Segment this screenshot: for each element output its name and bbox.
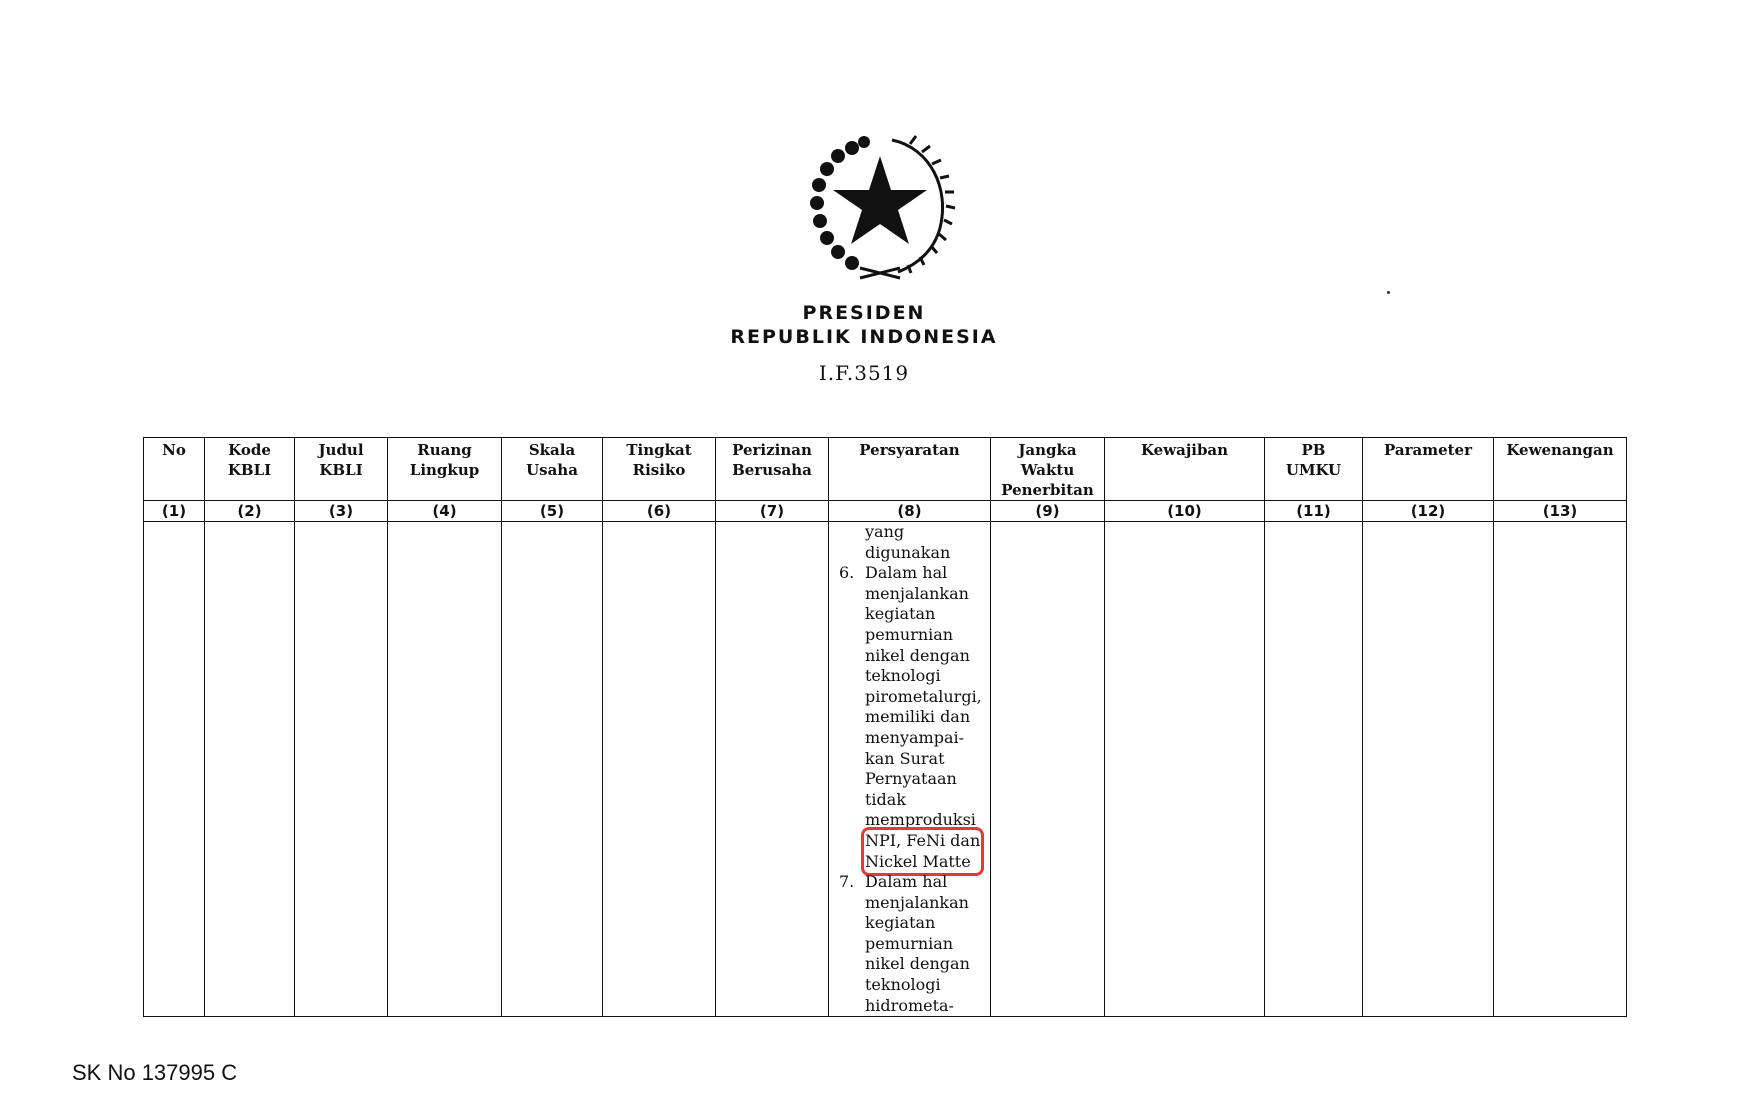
col-header-kewajiban: Kewajiban [1105,438,1265,501]
cell-kewenangan [1494,522,1627,1017]
col-header-no: No [144,438,205,501]
col-num-11: (11) [1265,501,1363,522]
regulation-table [143,437,1627,1017]
col-header-kode-kbli-label: Kode KBLI [227,441,272,479]
persyaratan-item-6 [839,563,986,872]
cell-perizinan-berusaha [716,522,829,1017]
col-header-kewenangan: Kewenangan [1494,438,1627,501]
item-6-highlight: NPI, FeNi dan Nickel Matte [865,830,981,871]
cell-parameter [1363,522,1494,1017]
presidential-emblem-icon [800,128,960,288]
col-header-kode-kbli [205,438,295,501]
persyaratan-continuation: yang digunakan [865,522,951,562]
col-header-tingkat-risiko-label: Tingkat Risiko [626,441,692,479]
cell-pb-umku [1265,522,1363,1017]
cell-no [144,522,205,1017]
column-number-row [144,501,1627,522]
col-num-10: (10) [1105,501,1265,522]
col-header-skala-usaha-label: Skala Usaha [526,441,578,479]
col-num-7: (7) [716,501,829,522]
col-num-8: (8) [829,501,991,522]
cell-ruang-lingkup [388,522,502,1017]
col-header-pb-umku [1265,438,1363,501]
header-title-line1: PRESIDEN [802,302,926,324]
col-header-skala-usaha [502,438,603,501]
cell-jangka-waktu [991,522,1105,1017]
persyaratan-item-7 [839,872,986,1016]
body-row [144,522,1627,1017]
col-num-13: (13) [1494,501,1627,522]
footer-code: SK No 137995 C [72,1060,238,1085]
cell-kewajiban [1105,522,1265,1017]
speck [1387,291,1390,294]
col-num-5: (5) [502,501,603,522]
col-num-2: (2) [205,501,295,522]
document-number: I.F.3519 [818,361,910,385]
col-num-4: (4) [388,501,502,522]
cell-kode-kbli [205,522,295,1017]
cell-persyaratan [829,522,991,1017]
col-header-judul-kbli-label: Judul KBLI [318,441,364,479]
item-6-marker: 6. [839,563,855,583]
col-num-9: (9) [991,501,1105,522]
col-header-tingkat-risiko [603,438,716,501]
col-header-pb-umku-label: PB UMKU [1285,441,1342,479]
item-7-text: Dalam hal menjalankan kegiatan pemurnian nikel dengan teknologi hidrometa- [865,872,970,1015]
col-header-perizinan-berusaha: Perizinan Berusaha [716,438,829,501]
col-header-jangka-waktu: Jangka Waktu Penerbitan [991,438,1105,501]
item-7-marker: 7. [839,872,855,892]
star-icon [833,156,927,244]
col-num-6: (6) [603,501,716,522]
col-header-persyaratan: Persyaratan [829,438,991,501]
col-num-3: (3) [295,501,388,522]
header-title-line2: REPUBLIK INDONESIA [730,326,998,348]
col-header-parameter: Parameter [1363,438,1494,501]
cell-skala-usaha [502,522,603,1017]
cell-judul-kbli [295,522,388,1017]
cell-tingkat-risiko [603,522,716,1017]
item-6-body [865,563,986,872]
header-row [144,438,1627,501]
col-header-ruang-lingkup: Ruang Lingkup [388,438,502,501]
col-num-1: (1) [144,501,205,522]
item-6-text: Dalam hal menjalankan kegiatan pemurnian nikel dengan teknologi pirometalurgi, memiliki dan menyampai- kan Surat Pernyataan tidak memproduksi [865,563,982,830]
col-header-judul-kbli [295,438,388,501]
col-num-12: (12) [1363,501,1494,522]
